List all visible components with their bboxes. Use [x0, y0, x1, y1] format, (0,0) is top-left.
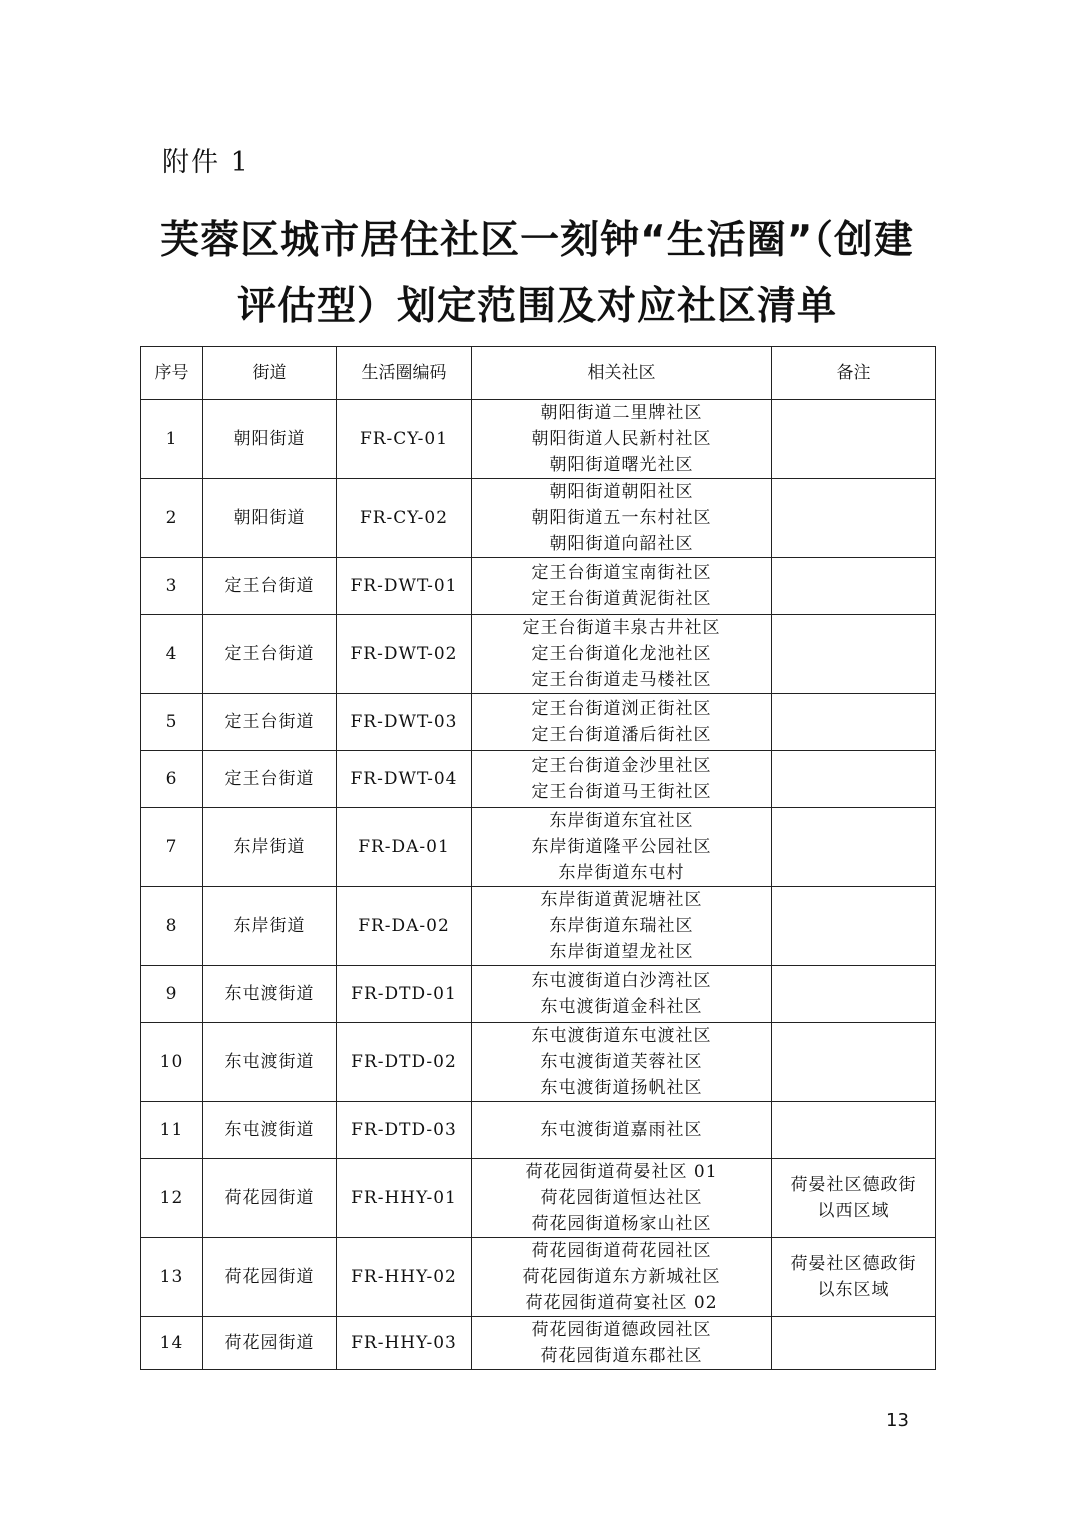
community-name: 东屯渡街道芙蓉社区 [540, 1052, 703, 1072]
table-row [141, 1102, 936, 1159]
community-name: 东岸街道望龙社区 [549, 942, 694, 962]
street-cell: 东岸街道 [203, 887, 337, 966]
community-name: 定王台街道马王街社区 [531, 782, 712, 802]
street-cell: 定王台街道 [203, 615, 337, 694]
circle-code-cell: FR-DTD-03 [337, 1102, 472, 1159]
title-line-2: 评估型）划定范围及对应社区清单 [236, 284, 837, 329]
community-name: 东岸街道黄泥塘社区 [540, 890, 703, 910]
community-name: 朝阳街道人民新村社区 [531, 429, 712, 449]
communities-cell [472, 694, 772, 751]
communities-cell [472, 808, 772, 887]
row-number-cell: 7 [141, 808, 203, 887]
communities-cell [472, 479, 772, 558]
communities-cell [472, 751, 772, 808]
street-cell: 东屯渡街道 [203, 966, 337, 1023]
street-cell: 定王台街道 [203, 694, 337, 751]
communities-cell [472, 400, 772, 479]
community-name: 东岸街道东宜社区 [549, 811, 694, 831]
communities-cell [472, 558, 772, 615]
note-text: 荷晏社区德政街 [790, 1175, 917, 1195]
circle-code-cell: FR-DA-02 [337, 887, 472, 966]
street-cell: 荷花园街道 [203, 1317, 337, 1370]
community-name: 定王台街道浏正街社区 [531, 699, 712, 719]
street-cell: 荷花园街道 [203, 1159, 337, 1238]
circle-code-cell: FR-CY-01 [337, 400, 472, 479]
community-name: 东岸街道东屯村 [558, 863, 685, 883]
street-cell: 东岸街道 [203, 808, 337, 887]
community-name: 荷花园街道德政园社区 [531, 1320, 712, 1340]
row-number-cell: 6 [141, 751, 203, 808]
table-row [141, 808, 936, 887]
circle-code-cell: FR-CY-02 [337, 479, 472, 558]
community-name: 定王台街道丰泉古井社区 [522, 618, 721, 638]
community-name: 朝阳街道向韶社区 [549, 534, 694, 554]
community-name: 荷花园街道荷宴社区 02 [525, 1293, 718, 1313]
circle-code-cell: FR-DTD-02 [337, 1023, 472, 1102]
community-name: 朝阳街道朝阳社区 [549, 482, 694, 502]
table-row [141, 751, 936, 808]
street-cell: 定王台街道 [203, 751, 337, 808]
column-header-street: 街道 [203, 347, 337, 400]
note-text: 荷晏社区德政街 [790, 1254, 917, 1274]
note-cell [772, 694, 936, 751]
community-name: 荷花园街道荷晏社区 01 [525, 1162, 718, 1182]
row-number-cell: 14 [141, 1317, 203, 1370]
community-name: 东屯渡街道嘉雨社区 [540, 1120, 703, 1140]
community-name: 定王台街道化龙池社区 [531, 644, 712, 664]
table-row [141, 694, 936, 751]
circle-code-cell: FR-HHY-02 [337, 1238, 472, 1317]
note-text: 以东区域 [817, 1280, 890, 1300]
table-body [141, 400, 936, 1370]
note-cell [772, 887, 936, 966]
table-row [141, 1023, 936, 1102]
note-cell [772, 558, 936, 615]
row-number-cell: 5 [141, 694, 203, 751]
row-number-cell: 12 [141, 1159, 203, 1238]
row-number-cell: 3 [141, 558, 203, 615]
note-cell [772, 1238, 936, 1317]
community-name: 定王台街道宝南街社区 [531, 563, 712, 583]
page-number: 13 [886, 1410, 909, 1431]
table-row [141, 558, 936, 615]
note-cell [772, 751, 936, 808]
community-name: 东屯渡街道金科社区 [540, 997, 703, 1017]
document-title [120, 208, 954, 340]
row-number-cell: 10 [141, 1023, 203, 1102]
community-name: 东屯渡街道东屯渡社区 [531, 1026, 712, 1046]
row-number-cell: 2 [141, 479, 203, 558]
note-cell [772, 1102, 936, 1159]
table-row [141, 887, 936, 966]
street-cell: 荷花园街道 [203, 1238, 337, 1317]
community-name: 定王台街道黄泥街社区 [531, 589, 712, 609]
table-row [141, 1317, 936, 1370]
communities-cell [472, 615, 772, 694]
circle-code-cell: FR-DWT-04 [337, 751, 472, 808]
note-cell [772, 808, 936, 887]
communities-cell [472, 1023, 772, 1102]
note-cell [772, 1023, 936, 1102]
row-number-cell: 8 [141, 887, 203, 966]
communities-cell [472, 887, 772, 966]
communities-cell [472, 1159, 772, 1238]
circle-code-cell: FR-HHY-01 [337, 1159, 472, 1238]
note-cell [772, 615, 936, 694]
street-cell: 定王台街道 [203, 558, 337, 615]
community-name: 荷花园街道东方新城社区 [522, 1267, 721, 1287]
column-header-code: 生活圈编码 [337, 347, 472, 400]
attachment-label: 附件 1 [162, 147, 250, 178]
row-number-cell: 9 [141, 966, 203, 1023]
note-text: 以西区域 [817, 1201, 890, 1221]
circle-code-cell: FR-DWT-03 [337, 694, 472, 751]
row-number-cell: 4 [141, 615, 203, 694]
community-name: 定王台街道走马楼社区 [531, 670, 712, 690]
table-row [141, 1238, 936, 1317]
community-name: 东屯渡街道扬帆社区 [540, 1078, 703, 1098]
community-name: 东岸街道东瑞社区 [549, 916, 694, 936]
circle-code-cell: FR-DWT-02 [337, 615, 472, 694]
street-cell: 朝阳街道 [203, 400, 337, 479]
circle-code-cell: FR-DWT-01 [337, 558, 472, 615]
column-header-communities: 相关社区 [472, 347, 772, 400]
row-number-cell: 13 [141, 1238, 203, 1317]
street-cell: 东屯渡街道 [203, 1023, 337, 1102]
table-row [141, 966, 936, 1023]
note-cell [772, 479, 936, 558]
street-cell: 东屯渡街道 [203, 1102, 337, 1159]
community-name: 朝阳街道五一东村社区 [531, 508, 712, 528]
communities-cell [472, 1102, 772, 1159]
table-row [141, 479, 936, 558]
community-name: 定王台街道金沙里社区 [531, 756, 712, 776]
row-number-cell: 11 [141, 1102, 203, 1159]
row-number-cell: 1 [141, 400, 203, 479]
note-cell [772, 1317, 936, 1370]
community-list-table [140, 346, 936, 1370]
note-cell [772, 966, 936, 1023]
table-header-row [141, 347, 936, 400]
note-cell [772, 400, 936, 479]
note-cell [772, 1159, 936, 1238]
table-row [141, 400, 936, 479]
community-name: 朝阳街道曙光社区 [549, 455, 694, 475]
communities-cell [472, 1317, 772, 1370]
table-row [141, 1159, 936, 1238]
communities-cell [472, 966, 772, 1023]
community-name: 荷花园街道杨家山社区 [531, 1214, 712, 1234]
column-header-no: 序号 [141, 347, 203, 400]
street-cell: 朝阳街道 [203, 479, 337, 558]
column-header-note: 备注 [772, 347, 936, 400]
community-name: 荷花园街道恒达社区 [540, 1188, 703, 1208]
community-name: 荷花园街道荷花园社区 [531, 1241, 712, 1261]
communities-cell [472, 1238, 772, 1317]
title-line-1: 芙蓉区城市居住社区一刻钟“生活圈”（创建 [160, 218, 914, 263]
circle-code-cell: FR-DA-01 [337, 808, 472, 887]
community-name: 东岸街道隆平公园社区 [531, 837, 712, 857]
community-name: 荷花园街道东郡社区 [540, 1346, 703, 1366]
circle-code-cell: FR-HHY-03 [337, 1317, 472, 1370]
community-name: 东屯渡街道白沙湾社区 [531, 971, 712, 991]
community-name: 朝阳街道二里牌社区 [540, 403, 703, 423]
circle-code-cell: FR-DTD-01 [337, 966, 472, 1023]
community-name: 定王台街道潘后街社区 [531, 725, 712, 745]
table-row [141, 615, 936, 694]
